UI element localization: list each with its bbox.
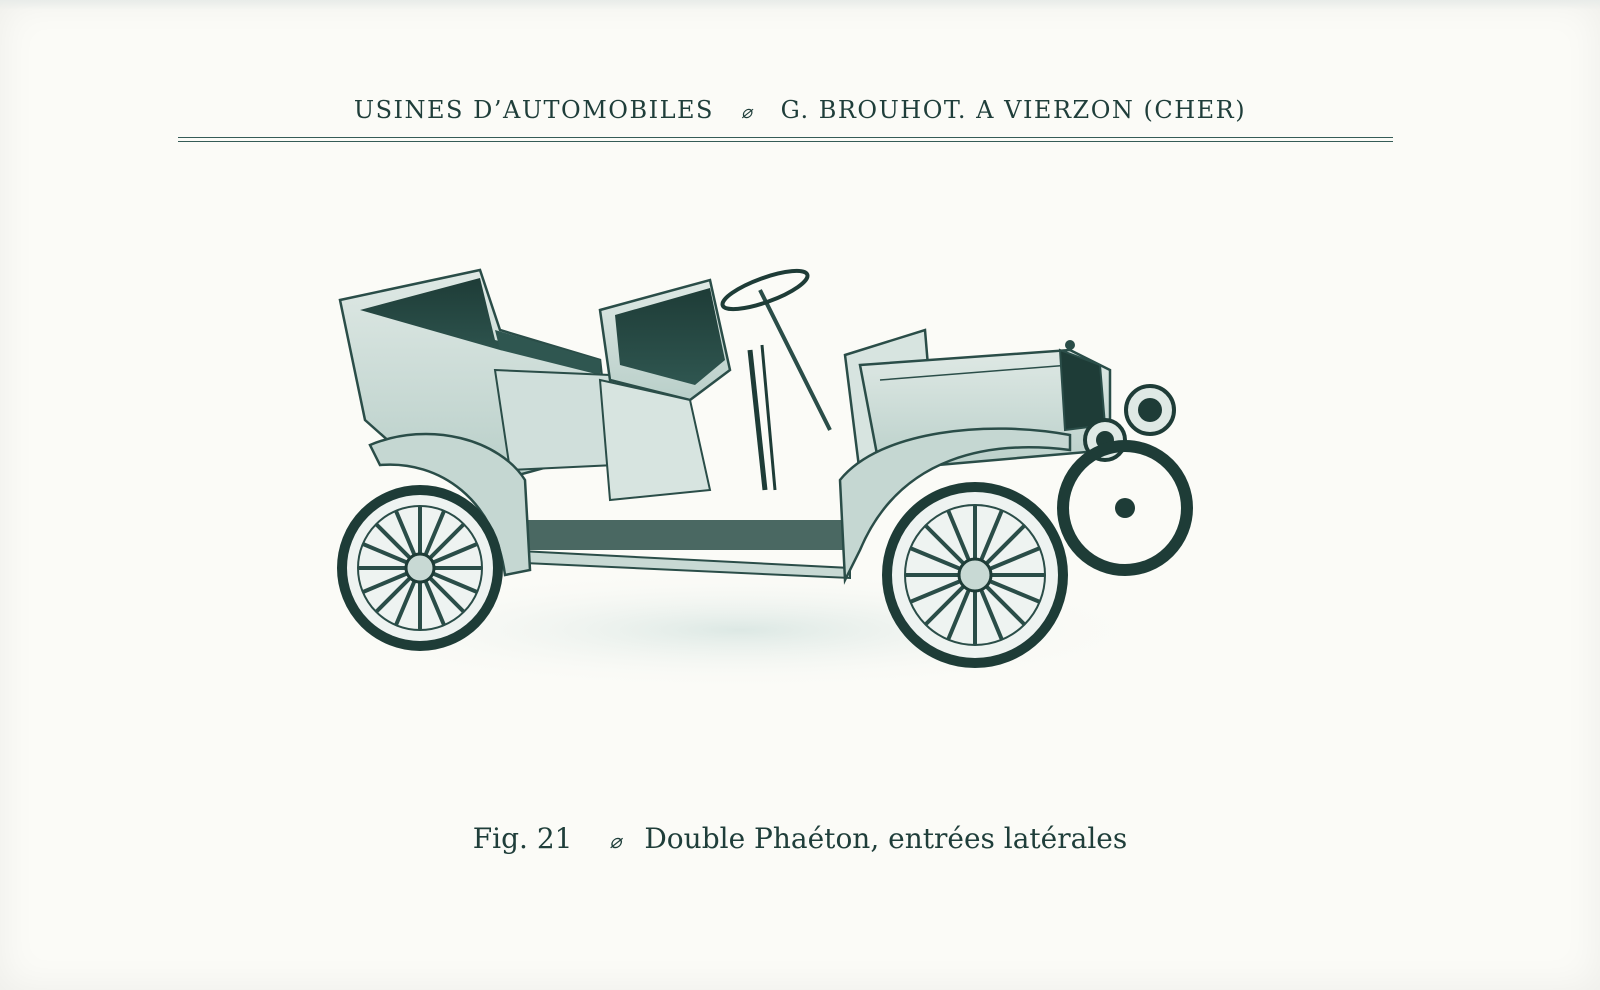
figure-caption: [0, 822, 1600, 855]
header-rule-thin: [178, 137, 1393, 138]
header-rule-thick: [178, 141, 1393, 142]
leaf-ornament-icon: ⌀: [609, 829, 622, 853]
figure-label: Fig. 21: [472, 822, 573, 855]
steering-wheel: [719, 263, 812, 316]
page-edge: [0, 0, 1600, 10]
rear-wheel: [342, 490, 498, 646]
header-left-text: USINES D’AUTOMOBILES: [353, 96, 714, 124]
caption-text: Double Phaéton, entrées latérales: [644, 822, 1128, 855]
page-header: [0, 96, 1600, 124]
radiator-cap: [1065, 340, 1075, 350]
car-illustration: [270, 250, 1230, 710]
hand-lever: [750, 350, 765, 490]
car-drawing: [270, 250, 1230, 710]
far-front-wheel: [1063, 446, 1187, 570]
leaf-ornament-icon: ⌀: [741, 102, 754, 123]
steering-column: [760, 290, 830, 430]
chassis-frame: [520, 520, 850, 550]
front-wheel: [887, 487, 1063, 663]
radiator: [1060, 350, 1105, 430]
header-right-text: G. BROUHOT. A VIERZON (CHER): [780, 96, 1247, 124]
rear-door: [495, 370, 615, 470]
headlamp-right-lens: [1138, 398, 1162, 422]
